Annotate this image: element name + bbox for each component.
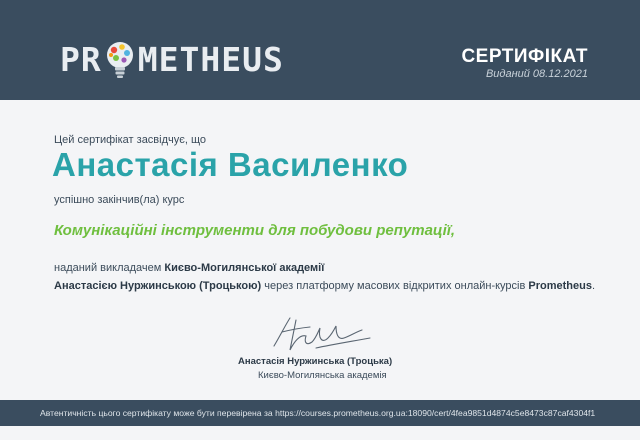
certifies-text: Цей сертифікат засвідчує, що — [54, 134, 207, 146]
handwritten-signature — [260, 312, 380, 356]
instructor-name: Анастасією Нуржинською (Троцькою) — [54, 280, 262, 292]
issue-date: Виданий 08.12.2021 — [485, 68, 588, 80]
institution-name: Києво-Могилянської академії — [164, 262, 325, 274]
taught-by-text: наданий викладачем — [54, 262, 162, 274]
recipient-name: Анастасія Василенко — [52, 146, 409, 183]
signatory-organization: Києво-Могилянська академія — [258, 370, 387, 381]
platform-line — [54, 280, 595, 292]
signatory-name: Анастасія Нуржинська (Троцька) — [238, 356, 393, 367]
period-text: . — [591, 280, 596, 292]
logo-text-right: METHEUS — [137, 40, 284, 79]
instructor-line — [54, 262, 324, 274]
certificate-title: СЕРТИФІКАТ — [461, 46, 588, 67]
logo-text-left: PR — [60, 40, 102, 79]
course-title: Комунікаційні інструменти для побудови репутації, — [54, 222, 456, 239]
verification-text: Автентичність цього сертифікату може бути перевірена за https://courses.prometheus.org.ua:18090/cert/4fea9851d4874c5e8473c87caf4304f1 — [40, 408, 596, 418]
lightbulb-icon — [103, 40, 137, 80]
platform-name: Prometheus — [528, 280, 592, 292]
via-text: через платформу масових відкритих онлайн-курсів — [264, 280, 526, 292]
prometheus-logo — [60, 40, 284, 80]
completed-text: успішно закінчив(ла) курс — [54, 194, 185, 206]
